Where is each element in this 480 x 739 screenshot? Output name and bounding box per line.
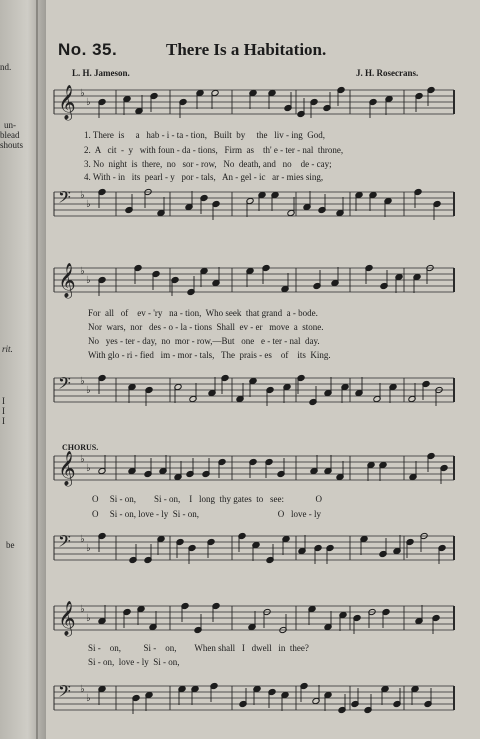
flat-icon: ♭ bbox=[86, 463, 91, 474]
chorus-line-3: Si - on, Si - on, When shall I dwell in thee? bbox=[88, 643, 309, 653]
verse-4-line-a: 4. With - in its pearl - y por - tals, An - gel - ic ar - mies sing, bbox=[84, 172, 324, 182]
verse-1-line-a: 1. There is a hab - i - ta - tion, Built by the liv - ing God, bbox=[84, 130, 326, 140]
hymn-title: There Is a Habitation. bbox=[166, 40, 327, 59]
prev-page-fragment: rit. bbox=[2, 344, 13, 354]
verse-3-line-b: No yes - ter - day, no mor - row,—But one e - ter - nal day. bbox=[88, 336, 320, 346]
flat-icon: ♭ bbox=[80, 684, 85, 695]
treble-staff-1 bbox=[50, 84, 460, 124]
bass-clef-icon: 𝄢 bbox=[58, 531, 71, 555]
flat-icon: ♭ bbox=[80, 534, 85, 545]
bass-clef-icon: 𝄢 bbox=[58, 373, 71, 397]
book-spine bbox=[0, 0, 46, 739]
flat-icon: ♭ bbox=[86, 97, 91, 108]
flat-icon: ♭ bbox=[80, 376, 85, 387]
prev-page-fragment: un- bbox=[4, 120, 16, 130]
treble-clef-icon: 𝄞 bbox=[58, 601, 76, 636]
flat-icon: ♭ bbox=[80, 190, 85, 201]
flat-icon: ♭ bbox=[86, 199, 91, 210]
hymn-number: No. 35. bbox=[58, 40, 118, 59]
bass-staff-1 bbox=[50, 186, 460, 226]
bass-staff-4 bbox=[50, 680, 460, 720]
treble-staff-2 bbox=[50, 262, 460, 302]
flat-icon: ♭ bbox=[80, 88, 85, 99]
verse-4-line-b: With glo - ri - fied im - mor - tals, The prais - es of its King. bbox=[88, 350, 331, 360]
verse-2-line-b: Nor wars, nor des - o - la - tions Shall ev - er move a stone. bbox=[88, 322, 324, 332]
bass-staff-3 bbox=[50, 530, 460, 570]
prev-page-fragment: shouts bbox=[0, 140, 24, 150]
verse-2-line-a: 2. A cit - y with foun - da - tions, Firm as th' e - ter - nal throne, bbox=[84, 145, 344, 155]
prev-page-fragment: be bbox=[6, 540, 15, 550]
prev-page-fragment: I bbox=[2, 416, 5, 426]
treble-staff-3 bbox=[50, 450, 460, 490]
flat-icon: ♭ bbox=[86, 693, 91, 704]
prev-page-fragment: I bbox=[2, 396, 5, 406]
chorus-label: CHORUS. bbox=[62, 443, 99, 452]
verse-1-line-b: For all of ev - 'ry na - tion, Who seek that grand a - bode. bbox=[88, 308, 318, 318]
hymn-header bbox=[56, 40, 456, 66]
chorus-line-2: O Si - on, love - ly Si - on, O love - ly bbox=[92, 509, 321, 519]
flat-icon: ♭ bbox=[86, 613, 91, 624]
flat-icon: ♭ bbox=[86, 385, 91, 396]
treble-clef-icon: 𝄞 bbox=[58, 451, 76, 486]
verse-3-line-a: 3. No night is there, no sor - row, No death, and no de - cay; bbox=[84, 159, 332, 169]
treble-staff-4 bbox=[50, 600, 460, 640]
composer-credit: J. H. Rosecrans. bbox=[356, 68, 419, 78]
treble-clef-icon: 𝄞 bbox=[58, 263, 76, 298]
bass-clef-icon: 𝄢 bbox=[58, 187, 71, 211]
prev-page-fragment: nd. bbox=[0, 62, 12, 72]
flat-icon: ♭ bbox=[80, 454, 85, 465]
prev-page-fragment: I bbox=[2, 406, 5, 416]
treble-clef-icon: 𝄞 bbox=[58, 85, 76, 120]
flat-icon: ♭ bbox=[80, 266, 85, 277]
flat-icon: ♭ bbox=[86, 543, 91, 554]
flat-icon: ♭ bbox=[86, 275, 91, 286]
bass-clef-icon: 𝄢 bbox=[58, 681, 71, 705]
prev-page-fragment: blead bbox=[0, 130, 20, 140]
bass-staff-2 bbox=[50, 372, 460, 412]
flat-icon: ♭ bbox=[80, 604, 85, 615]
author-credit: L. H. Jameson. bbox=[72, 68, 130, 78]
spine-fold bbox=[36, 0, 38, 739]
chorus-line-1: O Si - on, Si - on, I long thy gates to see: O bbox=[92, 494, 322, 504]
chorus-line-4: Si - on, love - ly Si - on, bbox=[88, 657, 180, 667]
